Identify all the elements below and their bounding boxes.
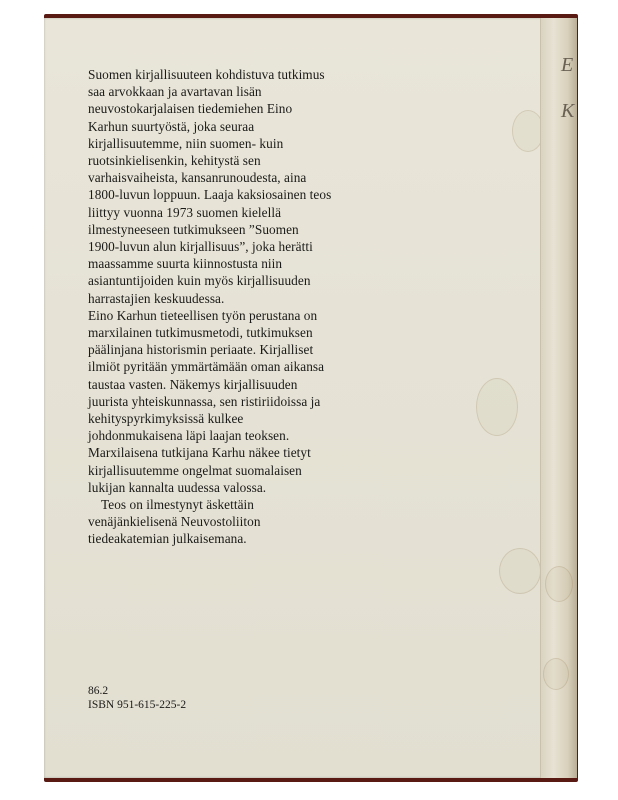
- blurb-line: johdonmukaisena läpi laajan teoksen.: [88, 428, 290, 444]
- classification-code: 86.2: [88, 685, 109, 697]
- jacket-spine-strip: [540, 18, 577, 778]
- blurb-line: marxilainen tutkimusmetodi, tutkimuksen: [88, 325, 313, 341]
- blurb-line: maassamme suurta kiinnostusta niin: [88, 256, 283, 272]
- publication-info: [88, 684, 186, 712]
- blurb-line: Suomen kirjallisuuteen kohdistuva tutkimus: [88, 67, 325, 82]
- blurb-line: Karhun suurtyöstä, joka seuraa: [88, 118, 255, 134]
- blurb-line: venäjänkielisenä Neuvostoliiton: [88, 514, 261, 530]
- blurb-line: 1900-luvun alun kirjallisuus”, joka herätti: [88, 239, 313, 255]
- blurb-line: harrastajien keskuudessa.: [88, 290, 225, 306]
- blurb-line: tiedeakatemian julkaisemana.: [88, 531, 247, 547]
- blurb-line: Teos on ilmestynyt äskettäin: [101, 497, 254, 513]
- water-stain: [499, 548, 541, 594]
- blurb-line: lukijan kannalta uudessa valossa.: [88, 479, 267, 495]
- blurb-line: 1800-luvun loppuun. Laaja kaksiosainen teos: [88, 187, 332, 203]
- blurb-line: kirjallisuutemme ongelmat suomalaisen: [88, 462, 302, 478]
- blurb-line: ilmiöt pyritään ymmärtämään oman aikansa: [88, 359, 325, 375]
- blurb-line: asiantuntijoiden kuin myös kirjallisuuden: [88, 273, 311, 289]
- blurb-line: liittyy vuonna 1973 suomen kielellä: [88, 204, 282, 220]
- blurb-line: kehityspyrkimyksissä kulkee: [88, 411, 244, 427]
- isbn: ISBN 951-615-225-2: [88, 699, 187, 711]
- spine-title-fragment: [561, 42, 577, 134]
- blurb-text: [88, 66, 428, 548]
- water-stain: [543, 658, 569, 690]
- blurb-line: taustaa vasten. Näkemys kirjallisuuden: [88, 376, 298, 392]
- blurb-line: juurista yhteiskunnassa, sen ristiriidoissa ja: [88, 393, 321, 409]
- spine-letter: K: [561, 100, 575, 122]
- blurb-line: kirjallisuutemme, niin suomen- kuin: [88, 135, 284, 151]
- blurb-line: Eino Karhun tieteellisen työn perustana on: [88, 307, 318, 323]
- blurb-line: varhaisvaiheista, kansanrunoudesta, aina: [88, 170, 307, 186]
- water-stain: [545, 566, 573, 602]
- blurb-line: ruotsinkielisenkin, kehitystä sen: [88, 153, 261, 169]
- blurb-line: saa arvokkaan ja avartavan lisän: [88, 84, 262, 100]
- spine-letter: E: [561, 54, 574, 76]
- blurb-line: neuvostokarjalaisen tiedemiehen Eino: [88, 101, 293, 117]
- blurb-line: Marxilaisena tutkijana Karhu näkee tietyt: [88, 445, 311, 461]
- blurb-line: päälinjana historismin periaate. Kirjalliset: [88, 342, 314, 358]
- blurb-line: ilmestyneeseen tutkimukseen ”Suomen: [88, 221, 299, 237]
- water-stain: [476, 378, 518, 436]
